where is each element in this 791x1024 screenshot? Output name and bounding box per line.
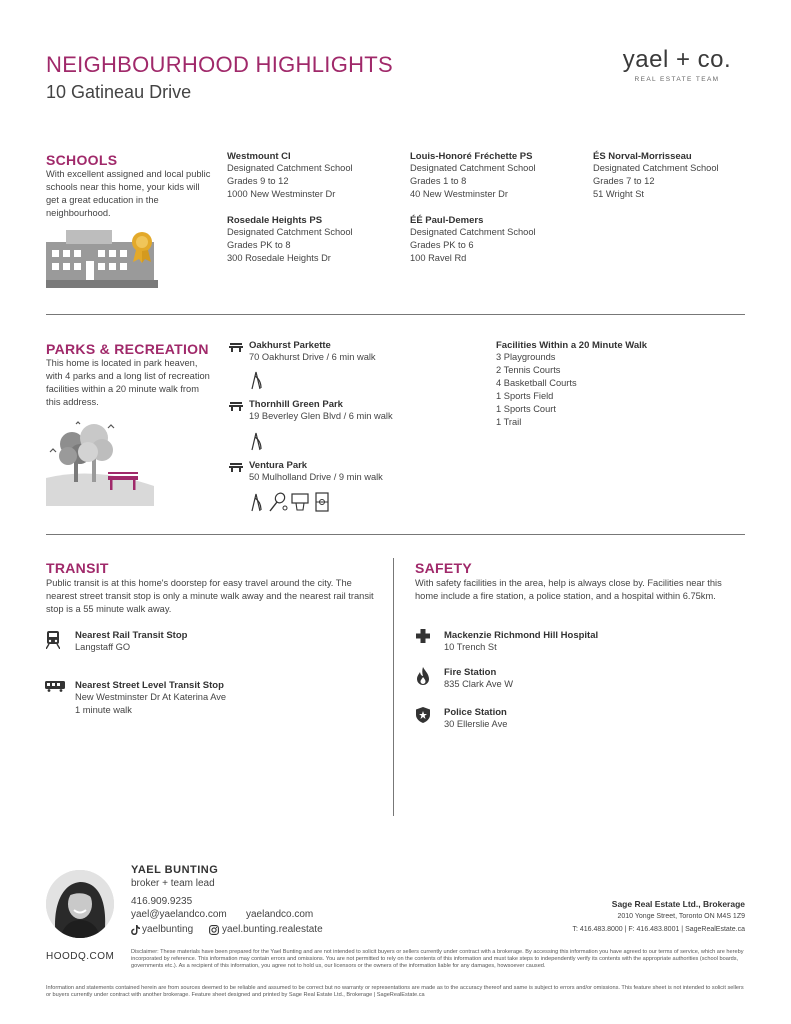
agent-tiktok: yaelbunting <box>142 924 194 935</box>
park-item <box>249 399 393 423</box>
agent-website: yaelandco.com <box>246 909 314 920</box>
school-type: Designated Catchment School <box>410 163 536 173</box>
school-grades: Grades 1 to 8 <box>410 176 467 186</box>
brokerage-name: Sage Real Estate Ltd., Brokerage <box>611 899 745 909</box>
section-divider <box>46 314 745 315</box>
transit-heading: TRANSIT <box>46 560 109 576</box>
instagram-icon <box>209 925 219 935</box>
disclaimer-text: Disclaimer: These materials have been prepared for the Yael Bunting and are not intended to solicit buyers or sellers currently under contract with a brokerage. By accessing this information you have agreed to our terms of service, which are hereby incorporated by reference. This information may contain errors and omissions. You are not permitted to rely on the contents of this information and must take steps to independently verify its contents with the appropriate authorities (school boards, governments etc.). As a recipient of this information, you agree not to hold us, our licensors or the owners of the information liable for any damages, howsoever caused. <box>131 949 744 970</box>
street-transit-stop <box>75 680 226 717</box>
school-item <box>410 215 580 265</box>
school-item <box>227 215 397 265</box>
park-name: Oakhurst Parkette <box>249 340 331 351</box>
street-transit-title: Nearest Street Level Transit Stop <box>75 680 224 691</box>
school-item <box>593 151 763 201</box>
park-detail: 70 Oakhurst Drive / 6 min walk <box>249 352 376 362</box>
playground-icon <box>249 370 263 390</box>
school-name: Rosedale Heights PS <box>227 215 323 226</box>
facility-item: 1 Sports Court <box>496 404 556 414</box>
parks-heading: PARKS & RECREATION <box>46 341 209 357</box>
school-item <box>227 151 397 201</box>
brokerage-contact: T: 416.483.8000 | F: 416.483.8001 | SageRealEstate.ca <box>572 926 745 933</box>
streetcar-icon <box>45 680 65 692</box>
logo-name: yael + co. <box>622 46 732 73</box>
legal-text: Information and statements contained herein are from sources deemed to be reliable and assumed to be correct but no warranty or representations are made as to the accuracy thereof and same is subject to errors and/or omissions. This feature sheet is not intended to solicit sellers or buyers currently under contract with another brokerage. Feature sheet designed and printed by Sage Real Estate Ltd., Brokerage | SageRealEstate.ca <box>46 985 744 999</box>
safety-description: With safety facilities in the area, help is always close by. Facilities near this home include a fire station, a police station, and a hospital within 6.75km. <box>415 578 722 601</box>
agent-phone: 416.909.9235 <box>131 896 193 907</box>
fire-station-item <box>444 667 513 691</box>
facility-item: 1 Trail <box>496 417 522 427</box>
facilities-heading: Facilities Within a 20 Minute Walk <box>496 340 648 351</box>
tennis-icon <box>270 492 287 511</box>
amenity-icons-row <box>249 492 333 512</box>
street-transit-walk: 1 minute walk <box>75 705 132 715</box>
school-grades: Grades 7 to 12 <box>593 176 655 186</box>
fire-station-name: Fire Station <box>444 667 497 678</box>
school-building-icon <box>46 228 166 290</box>
school-address: 1000 New Westminster Dr <box>227 189 336 199</box>
park-detail: 19 Beverley Glen Blvd / 6 min walk <box>249 411 393 421</box>
facility-item: 1 Sports Field <box>496 391 554 401</box>
school-address: 300 Rosedale Heights Dr <box>227 253 331 263</box>
school-type: Designated Catchment School <box>410 227 536 237</box>
tiktok-icon <box>131 925 140 935</box>
agent-instagram: yael.bunting.realestate <box>222 924 323 935</box>
parks-description: This home is located in park heaven, with 4 parks and a long list of recreation facilities within a 20 minute walk from this address. <box>46 358 210 407</box>
facility-item: 3 Playgrounds <box>496 352 556 362</box>
hospital-name: Mackenzie Richmond Hill Hospital <box>444 630 599 641</box>
hospital-address: 10 Trench St <box>444 642 497 652</box>
police-station-name: Police Station <box>444 707 507 718</box>
property-address: 10 Gatineau Drive <box>46 82 192 102</box>
police-station-address: 30 Ellerslie Ave <box>444 719 508 729</box>
rail-transit-title: Nearest Rail Transit Stop <box>75 630 188 641</box>
school-grades: Grades 9 to 12 <box>227 176 289 186</box>
park-amenity-icons <box>249 492 333 512</box>
school-address: 100 Ravel Rd <box>410 253 467 263</box>
bench-icon <box>229 462 243 472</box>
agent-email: yael@yaelandco.com <box>131 909 227 920</box>
sports-field-icon <box>316 493 328 511</box>
agent-name: YAEL BUNTING <box>131 864 219 876</box>
school-name: Westmount CI <box>227 151 291 162</box>
section-divider <box>46 534 745 535</box>
school-grades: Grades PK to 6 <box>410 240 474 250</box>
logo-tag: REAL ESTATE TEAM <box>634 76 720 83</box>
transit-description: Public transit is at this home's doorstep for easy travel around the city. The nearest street transit stop is only a minute walk away and the nearest rail transit stop is a 55 minute walk away. <box>46 578 374 614</box>
page-title: NEIGHBOURHOOD HIGHLIGHTS <box>46 52 394 77</box>
street-transit-name: New Westminster Dr At Katerina Ave <box>75 692 227 702</box>
agent-role: broker + team lead <box>131 878 215 889</box>
train-icon <box>46 631 60 649</box>
playground-icon <box>252 494 261 511</box>
basketball-icon <box>292 494 308 510</box>
police-station-item <box>444 707 507 731</box>
police-shield-icon <box>416 707 430 723</box>
park-item <box>249 460 383 484</box>
safety-heading: SAFETY <box>415 560 473 576</box>
park-detail: 50 Mulholland Drive / 9 min walk <box>249 472 383 482</box>
schools-description: With excellent assigned and local public schools near this home, your kids will get a great education in the neighbourhood. <box>46 169 211 218</box>
school-address: 51 Wright St <box>593 189 644 199</box>
rail-transit-stop <box>75 630 187 654</box>
school-name: Louis-Honoré Fréchette PS <box>410 151 533 162</box>
agent-avatar <box>46 870 114 938</box>
rail-transit-name: Langstaff GO <box>75 642 131 652</box>
park-name: Ventura Park <box>249 460 308 471</box>
hospital-item <box>444 630 598 654</box>
hoodq-brand: HOODQ.COM <box>46 951 115 962</box>
playground-icon <box>249 431 263 451</box>
park-item <box>249 340 376 364</box>
school-type: Designated Catchment School <box>227 227 353 237</box>
school-address: 40 New Westminster Dr <box>410 189 508 199</box>
school-type: Designated Catchment School <box>227 163 353 173</box>
column-divider <box>393 558 394 816</box>
facilities-list <box>496 340 647 429</box>
bench-icon <box>229 342 243 352</box>
school-type: Designated Catchment School <box>593 163 719 173</box>
school-name: ÉÉ Paul-Demers <box>410 215 484 226</box>
bench-icon <box>229 401 243 411</box>
park-name: Thornhill Green Park <box>249 399 343 410</box>
fire-station-address: 835 Clark Ave W <box>444 679 514 689</box>
school-grades: Grades PK to 8 <box>227 240 291 250</box>
brand-logo <box>607 46 747 83</box>
park-scene-icon <box>46 418 154 508</box>
facility-item: 2 Tennis Courts <box>496 365 561 375</box>
schools-heading: SCHOOLS <box>46 152 118 168</box>
hospital-cross-icon <box>416 629 430 643</box>
school-item <box>410 151 580 201</box>
brokerage-address: 2010 Yonge Street, Toronto ON M4S 1Z9 <box>617 913 745 920</box>
facility-item: 4 Basketball Courts <box>496 378 577 388</box>
fire-icon <box>417 667 429 685</box>
school-name: ÉS Norval-Morrisseau <box>593 151 692 162</box>
